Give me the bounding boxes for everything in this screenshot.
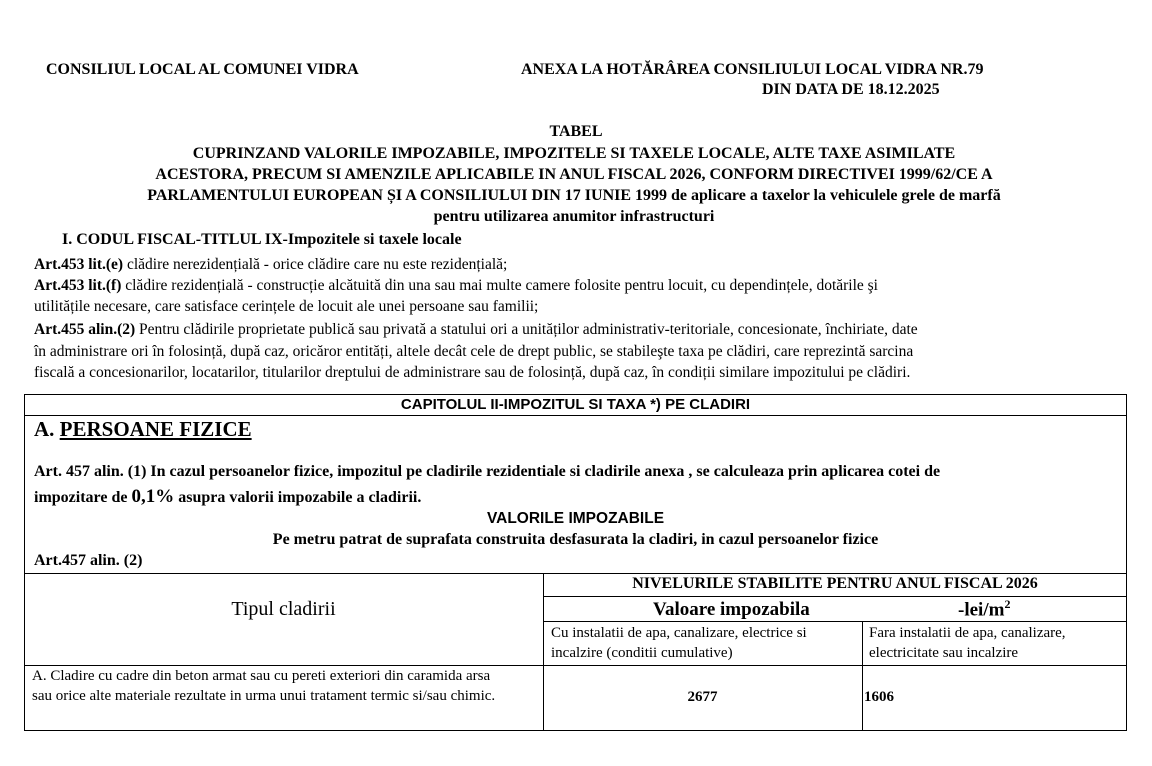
article-453e-text: clădire nerezidențială - orice clădire care nu este rezidențială; bbox=[123, 256, 508, 273]
article-453f bbox=[34, 275, 878, 296]
section-a-heading bbox=[34, 417, 252, 442]
values-subtitle: Pe metru patrat de suprafata construita desfasurata la cladiri, in cazul persoanelor fizice bbox=[272, 531, 879, 548]
art457-2-ref: Art.457 alin. (2) bbox=[34, 552, 143, 569]
article-453e-ref: Art.453 lit.(e) bbox=[34, 256, 124, 273]
council-name: CONSILIUL LOCAL AL COMUNEI VIDRA bbox=[46, 61, 359, 78]
art457-line-2-pre: impozitare de bbox=[34, 489, 132, 506]
chapter-title: CAPITOLUL II-IMPOZITUL SI TAXA *) PE CLADIRI bbox=[400, 396, 751, 413]
art457-line-1: Art. 457 alin. (1) In cazul persoanelor fizice, impozitul pe cladirile rezidentiale si cladirile anexa , se calculeaza prin aplicarea cotei de bbox=[34, 463, 941, 480]
unit-superscript: 2 bbox=[1004, 597, 1011, 611]
table-divider bbox=[543, 596, 1127, 597]
article-453f-text: clădire rezidențială - construcție alcătuită din una sau mai multe camere folosite pentru locuit, cu dependințele, dotările şi bbox=[121, 277, 878, 294]
art457-line-2 bbox=[34, 486, 421, 508]
article-455-text: Pentru clădirile proprietate publică sau privată a statului ori a unităților administrativ-teritoriale, concesionate, închiriate, date bbox=[135, 321, 918, 338]
value-with-utilities: 2677 bbox=[687, 689, 718, 705]
article-453e bbox=[34, 254, 507, 275]
title-line-3: ACESTORA, PRECUM SI AMENZILE APLICABILE IN ANUL FISCAL 2026, CONFORM DIRECTIVEI 1999/62/CE A bbox=[155, 166, 993, 183]
value-without-utilities: 1606 bbox=[864, 689, 894, 705]
table-row-type: A. Cladire cu cadre din beton armat sau cu pereti exteriori din caramida arsa sau orice alte materiale rezultate in urma unui tratament termic si/sau chimic. bbox=[32, 668, 496, 704]
table-divider bbox=[543, 621, 1127, 622]
article-455-cont-1: în administrare ori în folosință, după caz, oricăror entități, altele decât cele de drept public, se stabileşte taxa pe clădiri, care reprezintă sarcina bbox=[34, 343, 914, 360]
unit-label: -lei/m bbox=[958, 599, 1005, 621]
article-453f-ref: Art.453 lit.(f) bbox=[34, 277, 122, 294]
levels-header: NIVELURILE STABILITE PENTRU ANUL FISCAL 2026 bbox=[632, 575, 1038, 592]
title-line-2: CUPRINZAND VALORILE IMPOZABILE, IMPOZITELE SI TAXELE LOCALE, ALTE TAXE ASIMILATE bbox=[192, 145, 956, 162]
title-line-4: PARLAMENTULUI EUROPEAN ȘI A CONSILIULUI DIN 17 IUNIE 1999 de aplicare a taxelor la vehiculele grele de marfă bbox=[147, 187, 1001, 204]
col-header-type: Tipul cladirii bbox=[231, 598, 336, 620]
article-455-ref: Art.455 alin.(2) bbox=[34, 321, 136, 338]
table-divider bbox=[543, 573, 544, 731]
annex-title: ANEXA LA HOTĂRÂREA CONSILIULUI LOCAL VIDRA NR.79 bbox=[521, 61, 984, 78]
table-divider bbox=[24, 573, 1127, 574]
table-border-left bbox=[24, 394, 25, 731]
section-heading: I. CODUL FISCAL-TITLUL IX-Impozitele si taxele locale bbox=[62, 231, 462, 248]
art457-line-2-post: asupra valorii impozabile a cladirii. bbox=[174, 489, 422, 506]
col-header-with-utilities: Cu instalatii de apa, canalizare, electrice si incalzire (conditii cumulative) bbox=[551, 625, 807, 661]
article-455 bbox=[34, 319, 918, 340]
unit-header bbox=[958, 597, 1010, 621]
title-line-5: pentru utilizarea anumitor infrastructuri bbox=[433, 208, 715, 225]
title-line-1: TABEL bbox=[549, 123, 603, 140]
article-453f-cont: utilitățile necesare, care satisface cerințele de locuit ale unei persoane sau familii; bbox=[34, 298, 539, 315]
table-border-right bbox=[1126, 394, 1127, 731]
annex-date: DIN DATA DE 18.12.2025 bbox=[762, 81, 940, 98]
table-divider bbox=[862, 621, 863, 731]
table-border-top bbox=[24, 394, 1127, 395]
col-header-without-utilities: Fara instalatii de apa, canalizare, electricitate sau incalzire bbox=[869, 625, 1066, 661]
tax-rate: 0,1% bbox=[131, 486, 175, 507]
values-title: VALORILE IMPOZABILE bbox=[486, 510, 665, 527]
article-455-cont-2: fiscală a concesionarilor, locatarilor, titularilor dreptului de administrare sau de folosință, după caz, în condiții similare impozitului pe clădiri. bbox=[34, 364, 911, 381]
table-border-bottom bbox=[24, 730, 1127, 731]
taxable-value-header: Valoare impozabila bbox=[653, 599, 810, 620]
table-divider bbox=[24, 415, 1127, 416]
section-a-title: PERSOANE FIZICE bbox=[59, 417, 252, 441]
section-a-prefix: A. bbox=[34, 417, 60, 441]
